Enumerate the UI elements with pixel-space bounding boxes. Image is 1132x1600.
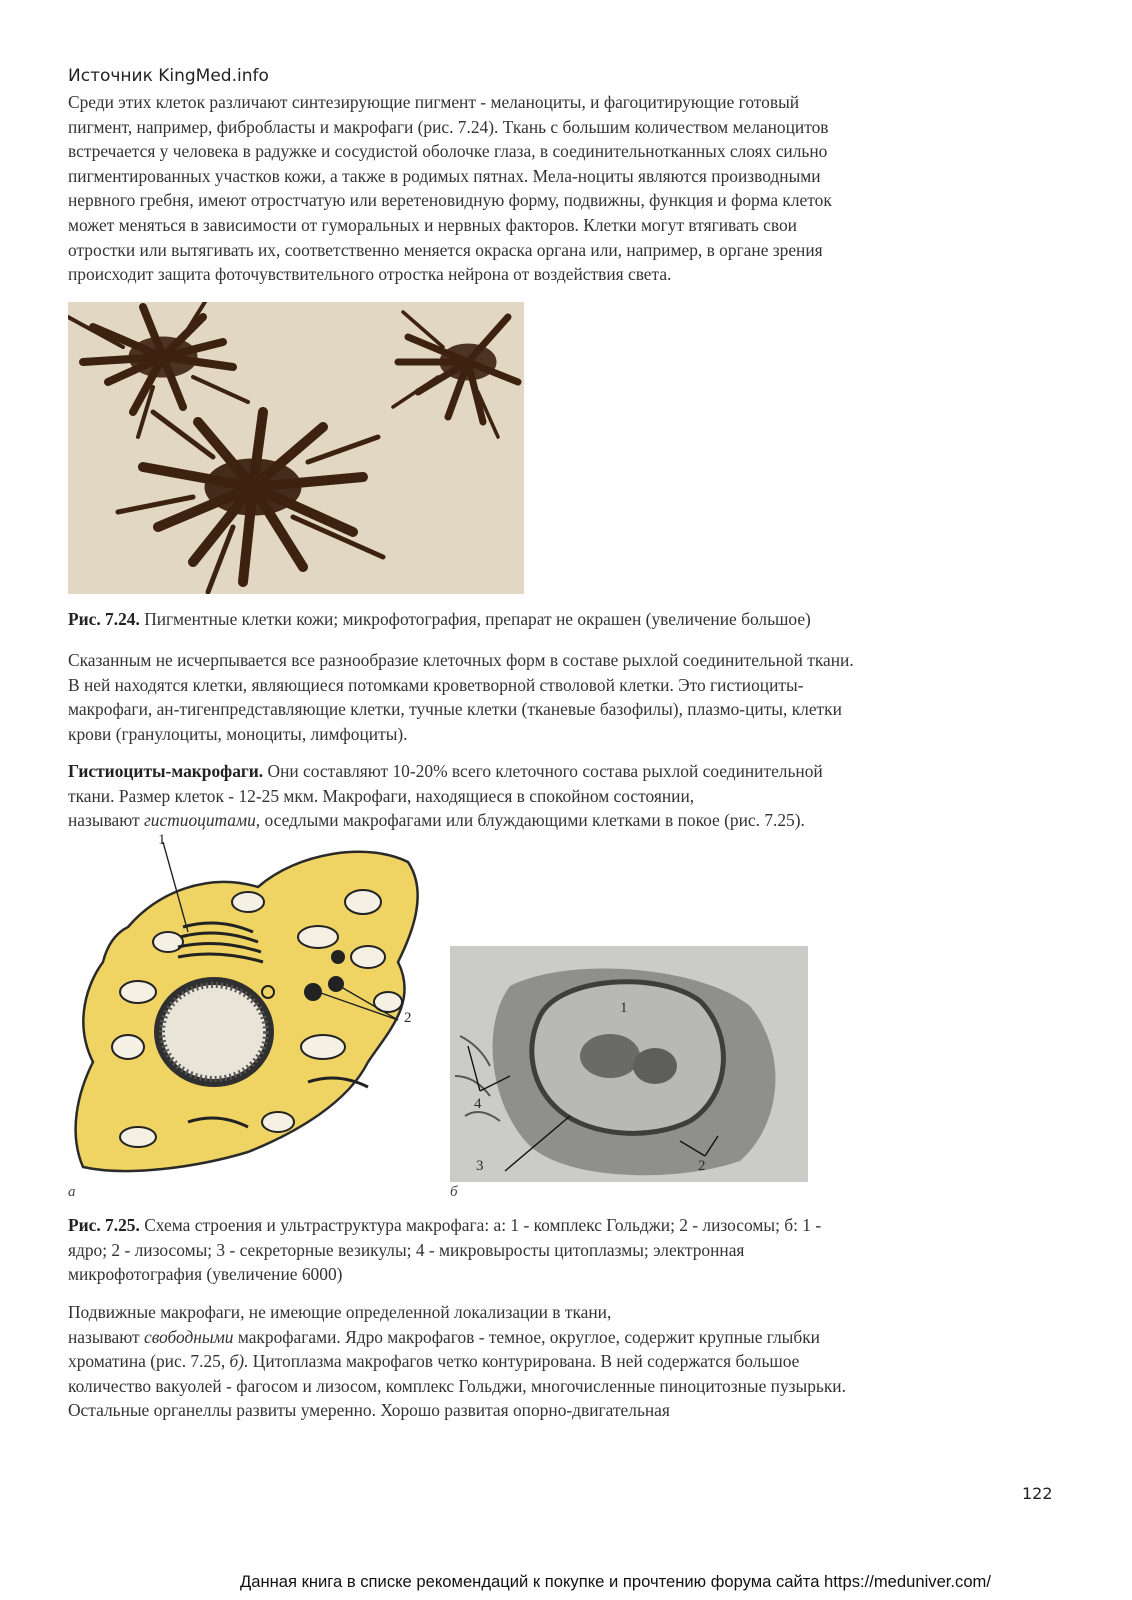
callout-label: 1 — [158, 832, 166, 848]
callout-label: 3 — [476, 1158, 484, 1174]
text-line: Остальные органеллы развиты умеренно. Хорошо развитая опорно-двигательная — [68, 1400, 670, 1421]
text-line: пигментированных участков кожи, а также в родимых пятнах. Мела-ноциты являются производными — [68, 165, 821, 186]
paragraph-histiocytes: Гистиоциты-макрофаги. Они составляют 10-20% всего клеточного состава рыхлой соединительной ткани. Размер клеток - 12-25 мкм. Макрофаги, находящиеся в спокойном состоянии, называют гистиоцитами, оседлыми макрофагами или блуждающими клетками в покое (рис. 7.25). — [68, 759, 1068, 833]
term-histiocytes: Гистиоциты-макрофаги. — [68, 761, 264, 781]
paragraph-melanocytes — [68, 90, 1068, 287]
electron-micrograph-image — [450, 946, 808, 1182]
text-line: Среди этих клеток различают синтезирующие пигмент - меланоциты, и фагоцитирующие готовый — [68, 92, 800, 112]
text-line: встречается у человека в радужке и сосудистой оболочке глаза, в соединительнотканных слоях сильно — [68, 141, 828, 162]
figure-7-25a-scheme — [68, 832, 440, 1182]
text-line: микрофотография (увеличение 6000) — [68, 1264, 343, 1285]
text-line: макрофаги, ан-тигенпредставляющие клетки, тучные клетки (тканевые базофилы), плазмо-циты, клетки — [68, 699, 842, 720]
text-line: нервного гребня, имеют отростчатую или веретеновидную форму, подвижны, функция и форма клеток — [68, 190, 832, 211]
text-line: может меняться в зависимости от гуморальных и нервных факторов. Клетки могут втягивать свои — [68, 214, 797, 235]
callout-label: 2 — [404, 1010, 412, 1026]
pigment-cells-image — [68, 302, 524, 594]
paragraph-cell-forms — [68, 648, 1068, 746]
callout-label: 2 — [698, 1158, 706, 1174]
text-line: происходит защита фоточувствительного отростка нейрона от воздействия света. — [68, 264, 672, 285]
page-number: 122 — [1022, 1484, 1053, 1503]
figure-7-25b-label: б — [450, 1184, 458, 1200]
figure-7-24-micrograph — [68, 302, 524, 594]
text-line: В ней находятся клетки, являющиеся потомками кроветворной стволовой клетки. Это гистиоциты- — [68, 674, 804, 695]
source-header: Источник KingMed.info — [68, 66, 269, 86]
macrophage-scheme-image — [68, 832, 440, 1182]
figure-7-25a-label: а — [68, 1184, 76, 1200]
italic-term: гистиоцитами, — [144, 810, 261, 831]
footer-note: Данная книга в списке рекомендаций к покупке и прочтению форума сайта https://meduniver.com/ — [240, 1572, 991, 1591]
callout-label: 1 — [620, 1000, 628, 1016]
figure-7-24-caption — [68, 607, 1068, 632]
text-line: отростки или вытягивать их, соответственно меняется окраска органа или, например, в органе зрения — [68, 239, 823, 260]
italic-term: свободными — [144, 1326, 234, 1347]
text-line: Подвижные макрофаги, не имеющие определенной локализации в ткани, — [68, 1302, 612, 1322]
callout-label: 4 — [474, 1096, 482, 1112]
caption-label: Рис. 7.25. — [68, 1215, 140, 1235]
figure-7-25b-micrograph — [450, 946, 808, 1182]
text-line: количество вакуолей - фагосом и лизосом, комплекс Гольджи, многочисленные пиноцитозные пузырьки. — [68, 1375, 846, 1396]
text-line: ткани. Размер клеток - 12-25 мкм. Макрофаги, находящиеся в спокойном состоянии, — [68, 785, 695, 806]
text-line: ядро; 2 - лизосомы; 3 - секреторные везикулы; 4 - микровыросты цитоплазмы; электронная — [68, 1239, 745, 1260]
text-line: крови (гранулоциты, моноциты, лимфоциты). — [68, 723, 408, 744]
caption-label: Рис. 7.24. — [68, 609, 140, 629]
italic-term: б). — [229, 1351, 249, 1372]
figure-7-25-caption: Рис. 7.25. Схема строения и ультраструктура макрофага: а: 1 - комплекс Гольджи; 2 - лизосомы; б: 1 - ядро; 2 - лизосомы; 3 - секреторные везикулы; 4 - микровыросты цитоплазмы; электронная микрофотография (увеличение 6000) — [68, 1213, 1068, 1287]
text-line: Сказанным не исчерпывается все разнообразие клеточных форм в составе рыхлой соединительной ткани. — [68, 650, 854, 670]
text-line: пигмент, например, фибробласты и макрофаги (рис. 7.24). Ткань с большим количеством меланоцитов — [68, 116, 829, 137]
caption-text: Пигментные клетки кожи; микрофотография, препарат не окрашен (увеличение большое) — [139, 609, 811, 629]
paragraph-free-macrophages: Подвижные макрофаги, не имеющие определенной локализации в ткани, называют свободными макрофагами. Ядро макрофагов - темное, округлое, содержит крупные глыбки хроматина (рис. 7.25, б). Цитоплазма макрофагов четко контурирована. В ней содержатся большое количество вакуолей - фагосом и лизосом, комплекс Гольджи, многочисленные пиноцитозные пузырьки. Остальные органеллы развиты умеренно. Хорошо развитая опорно-двигательная — [68, 1300, 1068, 1423]
